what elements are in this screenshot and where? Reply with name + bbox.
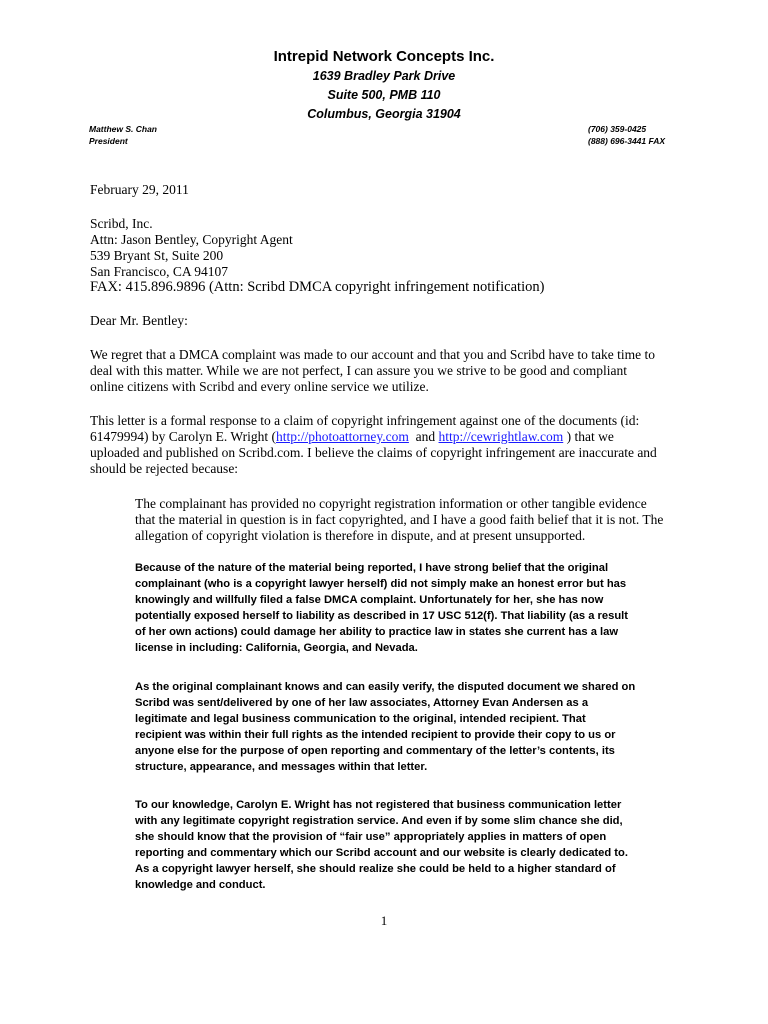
page-number: 1 (380, 913, 388, 928)
text-line: anyone else for the purpose of open reporting and commentary of the letter’s contents, its (135, 744, 615, 757)
text-line: This letter is a formal response to a claim of copyright infringement against one of the documents (id: (90, 413, 640, 428)
text-line: We regret that a DMCA complaint was made to our account and that you and Scribd have to take time to (90, 347, 656, 362)
recipient-company: Scribd, Inc. (90, 216, 153, 231)
paragraph-false-complaint (135, 561, 685, 656)
recipient-street: 539 Bryant St, Suite 200 (90, 248, 224, 263)
text-line: uploaded and published on Scribd.com. I believe the claims of copyright infringement are inaccurate and (90, 445, 657, 460)
text-line: she should know that the provision of “fair use” appropriately applies in matters of open (135, 830, 607, 843)
text-line: structure, appearance, and messages within that letter. (135, 760, 428, 773)
text-line: with any legitimate copyright registration service. And even if by some slim chance she did, (135, 814, 623, 827)
text-line: license in including: California, Georgia, and Nevada. (135, 641, 418, 654)
contact-block (588, 123, 665, 147)
text-line: complainant (who is a copyright lawyer herself) did not simply make an honest error but has (135, 577, 627, 590)
recipient-fax: FAX: 415.896.9896 (Attn: Scribd DMCA copyright infringement notification) (90, 279, 545, 295)
recipient-address (90, 216, 293, 280)
salutation: Dear Mr. Bentley: (90, 313, 188, 328)
text-line: Because of the nature of the material being reported, I have strong belief that the original (135, 562, 609, 574)
text-line: of her own actions) could damage her ability to practice law in states she current has a law (135, 625, 619, 638)
text-segment: 61479994) by Carolyn E. Wright ( (90, 429, 276, 444)
address-line-3: Columbus, Georgia 31904 (307, 107, 461, 121)
address-line-1: 1639 Bradley Park Drive (312, 69, 456, 83)
text-line: As the original complainant knows and can easily verify, the disputed document we shared on (135, 681, 636, 693)
text-line: knowingly and willfully filed a false DMCA complaint. Unfortunately for her, she has now (135, 593, 604, 606)
fax-number: (888) 696-3441 FAX (588, 136, 666, 146)
paragraph-no-registration (135, 496, 685, 544)
text-line: potentially exposed herself to liability as described in 17 USC 512(f). That liability (as a result (135, 609, 629, 622)
company-name: Intrepid Network Concepts Inc. (273, 48, 495, 65)
recipient-city: San Francisco, CA 94107 (90, 264, 228, 279)
paragraph-claim (90, 413, 690, 477)
paragraph-disputed-document (135, 680, 685, 775)
letter-date: February 29, 2011 (90, 182, 189, 197)
cewrightlaw-link[interactable]: http://cewrightlaw.com (438, 429, 564, 444)
sender-block (89, 123, 157, 147)
text-segment: ) that we (563, 429, 614, 444)
text-line: allegation of copyright violation is therefore in dispute, and at present unsupported. (135, 528, 586, 543)
text-line: legitimate and legal business communication to the original, intended recipient. That (135, 712, 586, 725)
phone-number: (706) 359-0425 (588, 124, 647, 134)
text-line: online citizens with Scribd and every online service we utilize. (90, 379, 429, 394)
text-segment: and (408, 429, 439, 444)
text-line: As a copyright lawyer herself, she should realize she could be held to a higher standard of (135, 862, 616, 875)
photoattorney-link[interactable]: http://photoattorney.com (275, 429, 409, 444)
recipient-attn: Attn: Jason Bentley, Copyright Agent (90, 232, 293, 247)
text-line: should be rejected because: (90, 461, 239, 476)
text-line: deal with this matter. While we are not perfect, I can assure you we strive to be good and compliant (90, 363, 627, 378)
text-line: To our knowledge, Carolyn E. Wright has not registered that business communication letter (135, 799, 622, 811)
sender-title: President (89, 136, 128, 146)
text-line (90, 429, 690, 445)
paragraph-intro (90, 347, 690, 395)
text-line: that the material in question is in fact copyrighted, and I have a good faith belief that it is not. The (135, 512, 664, 527)
address-line-2: Suite 500, PMB 110 (327, 88, 441, 102)
text-line: reporting and commentary which our Scribd account and our website is clearly dedicated to. (135, 846, 628, 859)
sender-name: Matthew S. Chan (89, 124, 158, 134)
text-line: knowledge and conduct. (135, 878, 266, 891)
paragraph-fair-use (135, 798, 685, 893)
text-line: recipient was within their full rights as the intended recipient to provide their copy to us or (135, 728, 616, 741)
text-line: Scribd was sent/delivered by one of her law associates, Attorney Evan Andersen as a (135, 696, 589, 709)
text-line: The complainant has provided no copyright registration information or other tangible evidence (135, 496, 647, 511)
